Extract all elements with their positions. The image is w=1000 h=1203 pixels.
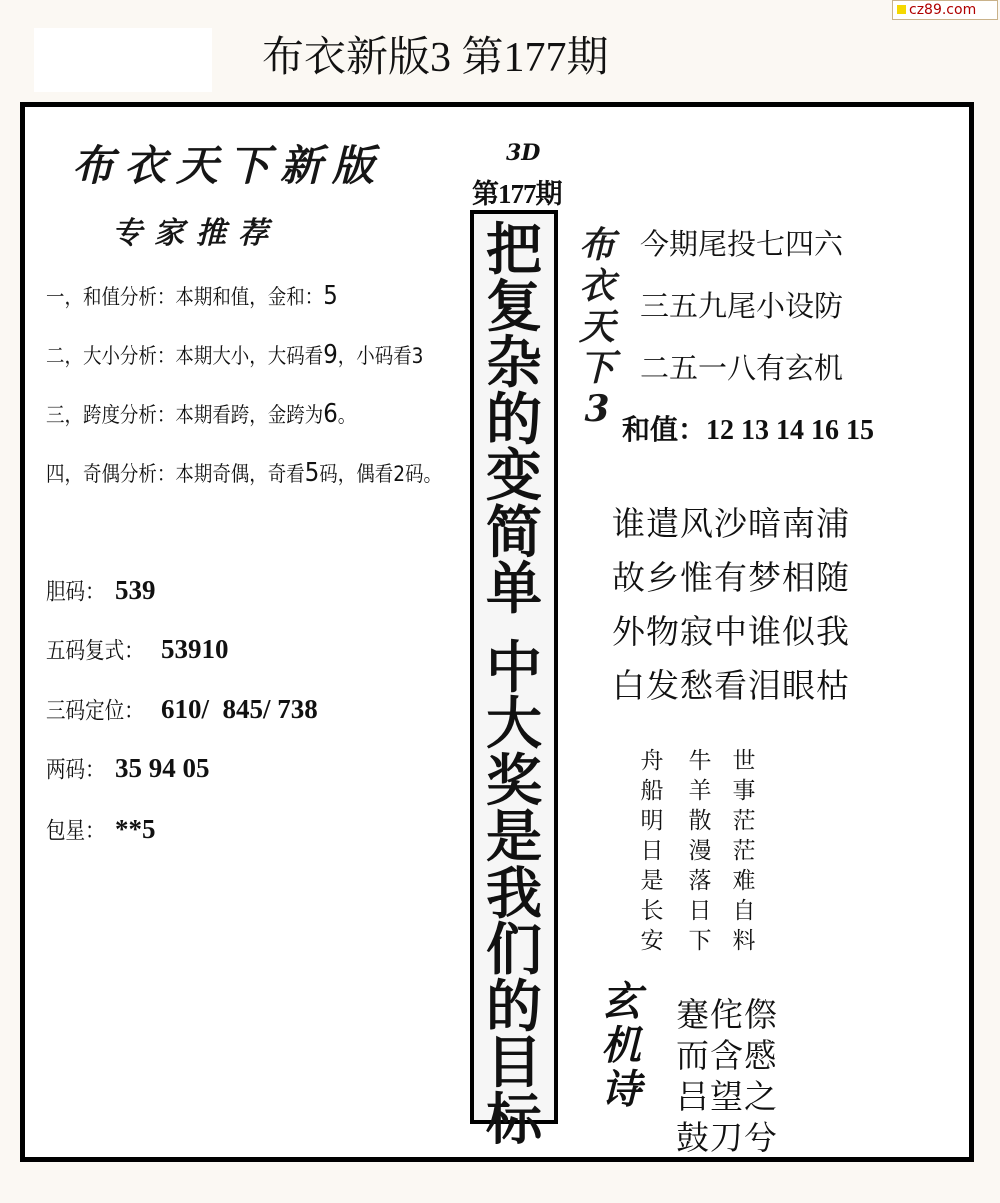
- poem-line: 白发愁看泪眼枯: [612, 669, 850, 705]
- slogan-char: 杂: [486, 330, 542, 396]
- vertical-name-char: 下: [578, 347, 615, 389]
- analysis-row: [46, 399, 356, 430]
- verse-char: 长: [640, 898, 664, 923]
- vertical-name-char: 3: [584, 388, 610, 430]
- slogan-char: 简: [486, 499, 542, 566]
- verse-char: 茫: [732, 808, 756, 833]
- recommend-label: 包星：: [46, 818, 105, 844]
- analysis-label: 二，大小分析：本期大小，大码看: [46, 344, 324, 368]
- recommend-label: 五码复式：: [46, 638, 144, 664]
- poem-title: [598, 980, 644, 1112]
- poem-line: 故乡惟有梦相随: [612, 561, 850, 597]
- left-subtitle: 专家推荐: [112, 216, 280, 251]
- recommend-label: 两码：: [46, 757, 105, 783]
- recommend-five-row: [46, 632, 229, 668]
- vertical-name-char: 衣: [578, 265, 615, 307]
- verse-char: 自: [732, 898, 756, 923]
- analysis-value: 5: [323, 281, 338, 311]
- slogan-char: 中: [486, 634, 542, 701]
- verse-char: 明: [640, 808, 664, 833]
- verse-char: 落: [688, 868, 712, 893]
- site-watermark-badge[interactable]: [892, 0, 998, 20]
- site-watermark-text: cz89.com: [909, 2, 977, 18]
- slogan-char: 目: [486, 1030, 542, 1096]
- analysis-label: 一，和值分析：本期和值，金和：: [46, 285, 324, 309]
- riddle-line: 蹇侘傺: [676, 998, 778, 1034]
- riddle-line: 而含慼: [676, 1039, 778, 1075]
- hint-line: 二五一八有玄机: [640, 353, 844, 385]
- analysis-tail: 。: [337, 403, 357, 427]
- analysis-label: 四，奇偶分析：本期奇偶，奇看: [46, 462, 305, 486]
- badge-square-icon: [897, 5, 906, 14]
- hint-line: 三五九尾小设防: [640, 291, 844, 323]
- verse-char: 日: [640, 838, 664, 863]
- slogan-char: 复: [486, 273, 542, 340]
- verse-char: 安: [640, 928, 664, 953]
- analysis-value: 6: [323, 399, 338, 429]
- verse-char: 世: [732, 748, 756, 773]
- verse-char: 料: [732, 928, 756, 953]
- recommend-three-row: [46, 692, 318, 728]
- recommend-value: 53910: [161, 634, 229, 664]
- verse-char: 散: [688, 808, 712, 833]
- recommend-two-row: [46, 751, 210, 787]
- analysis-value: 9: [323, 340, 338, 370]
- center-slogan: [470, 217, 558, 1153]
- analysis-tail: 码，偶看2码。: [319, 462, 442, 486]
- poem-title-char: 诗: [601, 1066, 641, 1113]
- verse-char: 日: [688, 898, 712, 923]
- recommend-label: 三码定位：: [46, 698, 144, 724]
- riddle-line: 吕望之: [676, 1080, 778, 1116]
- analysis-row: [46, 281, 338, 312]
- verse-char: 事: [732, 778, 756, 803]
- slogan-char: 奖: [486, 747, 542, 814]
- page-title: 布衣新版3 第177期: [262, 35, 609, 81]
- vertical-verse-column: [637, 746, 667, 956]
- poem-line: 外物寂中谁似我: [612, 615, 850, 651]
- center-issue-label: 第177期: [472, 179, 562, 209]
- center-sub-label: 3D: [506, 140, 541, 166]
- hint-line: 今期尾投七四六: [640, 229, 844, 261]
- analysis-row: [46, 458, 442, 489]
- recommend-value: 539: [115, 575, 156, 605]
- riddle-line: 鼓刀兮: [676, 1121, 778, 1157]
- sum-label: 和值：: [622, 415, 707, 446]
- analysis-row: [46, 340, 423, 371]
- vertical-verse-column: [685, 746, 715, 956]
- top-blank-box: [34, 28, 212, 92]
- analysis-value: 5: [304, 458, 320, 488]
- verse-char: 舟: [640, 748, 664, 773]
- analysis-tail: ，小码看3: [337, 344, 424, 368]
- verse-char: 难: [732, 868, 756, 893]
- slogan-char: 标: [486, 1086, 542, 1153]
- sum-values: 12 13 14 16 15: [706, 415, 875, 446]
- recommend-value: 35 94 05: [115, 753, 210, 783]
- slogan-char: 我: [486, 860, 542, 927]
- recommend-star-row: [46, 812, 156, 848]
- verse-char: 下: [688, 928, 712, 953]
- verse-char: 漫: [688, 838, 712, 863]
- slogan-char: 单: [486, 556, 542, 622]
- sum-line: [622, 411, 874, 451]
- slogan-char: 大: [486, 691, 542, 757]
- slogan-char: 们: [486, 917, 542, 983]
- verse-char: 船: [640, 778, 664, 803]
- poem-title-char: 玄: [601, 978, 641, 1025]
- poem-line: 谁遣风沙暗南浦: [612, 507, 850, 543]
- slogan-char: 是: [486, 804, 542, 870]
- vertical-verse-column: [729, 746, 759, 956]
- slogan-char: 的: [486, 386, 542, 453]
- verse-char: 羊: [688, 778, 712, 803]
- vertical-name-char: 布: [578, 224, 615, 266]
- slogan-char: 变: [486, 443, 542, 509]
- poem-title-char: 机: [601, 1022, 641, 1069]
- vertical-name: [574, 225, 620, 430]
- recommend-value: **5: [115, 814, 156, 844]
- slogan-char: 的: [486, 973, 542, 1040]
- recommend-dan-row: [46, 573, 156, 609]
- verse-char: 茫: [732, 838, 756, 863]
- analysis-label: 三，跨度分析：本期看跨，金跨为: [46, 403, 324, 427]
- recommend-label: 胆码：: [46, 579, 105, 605]
- verse-char: 是: [640, 868, 664, 893]
- recommend-value: 610/ 845/ 738: [161, 694, 318, 724]
- left-title: 布衣天下新版: [72, 141, 385, 190]
- vertical-name-char: 天: [578, 306, 615, 348]
- verse-char: 牛: [688, 748, 712, 773]
- slogan-char: 把: [486, 217, 542, 283]
